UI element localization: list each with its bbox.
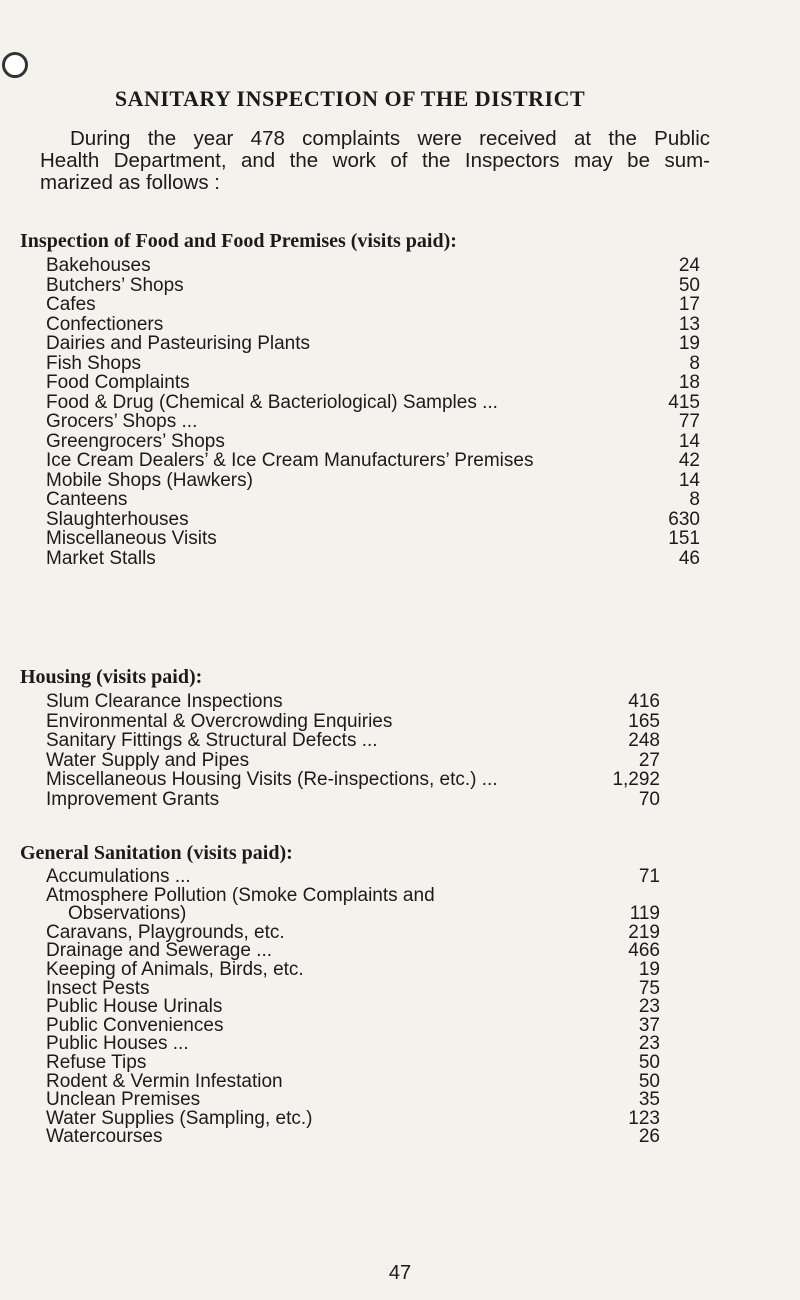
list-item xyxy=(20,961,700,980)
item-value: 416 xyxy=(628,691,660,712)
list-item xyxy=(20,334,700,354)
item-label: Rodent & Vermin Infestation xyxy=(46,1070,283,1092)
item-label: Water Supplies (Sampling, etc.) xyxy=(46,1107,313,1129)
list-item xyxy=(20,790,700,810)
item-label: Greengrocers’ Shops xyxy=(46,430,225,452)
item-value: 46 xyxy=(678,547,700,569)
section-rows xyxy=(20,690,700,811)
item-label: Market Stalls xyxy=(46,547,156,569)
item-value: 37 xyxy=(638,1014,660,1036)
item-label: Observations) xyxy=(68,903,187,925)
section-rows xyxy=(20,866,700,1149)
list-item xyxy=(20,549,700,569)
item-value: 219 xyxy=(628,921,660,943)
intro-line: During the year 478 complaints were received at the Public xyxy=(70,127,710,150)
item-value: 1,292 xyxy=(612,769,660,790)
item-label: Dairies and Pasteurising Plants xyxy=(46,333,311,354)
list-item xyxy=(20,471,700,491)
list-item xyxy=(20,354,700,374)
list-item xyxy=(20,510,700,530)
item-label: Confectioners xyxy=(46,313,164,335)
item-label: Public House Urinals xyxy=(46,996,223,1018)
item-label: Watercourses xyxy=(46,1126,163,1148)
item-label: Water Supply and Pipes xyxy=(46,749,250,771)
page-title: SANITARY INSPECTION OF THE DISTRICT xyxy=(114,86,586,111)
list-item xyxy=(20,770,700,790)
item-value: 35 xyxy=(638,1089,660,1111)
item-label: Food & Drug (Chemical & Bacteriological) Samples ... xyxy=(46,391,498,413)
item-value: 23 xyxy=(638,1033,660,1055)
list-item xyxy=(20,490,700,510)
item-label: Fish Shops xyxy=(46,352,142,374)
intro-paragraph xyxy=(40,128,710,194)
list-item xyxy=(20,868,700,887)
list-item xyxy=(20,432,700,452)
item-label: Environmental & Overcrowding Enquiries xyxy=(46,710,393,732)
list-item xyxy=(20,712,700,732)
item-value: 165 xyxy=(628,710,660,732)
item-label: Caravans, Playgrounds, etc. xyxy=(46,921,285,943)
list-item xyxy=(20,1091,700,1110)
item-label: Public Conveniences xyxy=(46,1014,224,1036)
item-label: Butchers’ Shops xyxy=(46,274,184,296)
item-label: Ice Cream Dealers’ & Ice Cream Manufacturers’ Premises xyxy=(46,450,534,471)
list-item xyxy=(20,731,700,751)
item-value: 14 xyxy=(678,469,700,491)
item-label: Mobile Shops (Hawkers) xyxy=(46,469,253,491)
item-value: 151 xyxy=(668,528,700,549)
item-label: Unclean Premises xyxy=(46,1089,201,1111)
item-label: Atmosphere Pollution (Smoke Complaints and xyxy=(46,884,435,906)
item-value: 119 xyxy=(629,903,660,925)
item-label: Keeping of Animals, Birds, etc. xyxy=(46,959,304,980)
item-label: Miscellaneous Visits xyxy=(46,528,217,549)
item-value: 18 xyxy=(678,372,700,393)
item-value: 466 xyxy=(628,940,660,962)
list-item xyxy=(20,393,700,413)
housing-section xyxy=(20,664,700,811)
item-label: Sanitary Fittings & Structural Defects ... xyxy=(46,730,378,751)
list-item xyxy=(20,1054,700,1073)
item-label: Improvement Grants xyxy=(46,788,220,810)
list-item xyxy=(20,692,700,712)
item-value: 75 xyxy=(638,977,660,999)
item-label: Bakehouses xyxy=(46,255,151,276)
list-item xyxy=(20,373,700,393)
item-label: Slum Clearance Inspections xyxy=(46,691,283,712)
item-value: 23 xyxy=(638,996,660,1018)
item-value: 13 xyxy=(678,313,700,335)
general-sanitation-section xyxy=(20,840,700,1149)
item-value: 19 xyxy=(678,333,700,354)
item-value: 24 xyxy=(678,255,700,276)
intro-text xyxy=(40,128,710,194)
intro-line: marized as follows : xyxy=(40,171,221,194)
item-value: 630 xyxy=(668,508,700,530)
section-heading: Inspection of Food and Food Premises (visits paid): xyxy=(20,230,457,252)
item-label: Public Houses ... xyxy=(46,1033,189,1055)
item-value: 17 xyxy=(678,294,700,315)
section-rows xyxy=(20,254,700,570)
page-number: 47 xyxy=(388,1262,412,1284)
item-value: 50 xyxy=(638,1052,660,1073)
item-value: 14 xyxy=(678,430,700,452)
item-value: 26 xyxy=(638,1126,660,1148)
item-value: 70 xyxy=(638,788,660,810)
punch-hole-mark xyxy=(2,52,28,78)
item-value: 50 xyxy=(678,274,700,296)
list-item xyxy=(20,529,700,549)
item-value: 77 xyxy=(678,411,700,432)
list-item xyxy=(20,451,700,471)
list-item xyxy=(20,998,700,1017)
food-premises-section xyxy=(20,228,700,570)
item-label: Cafes xyxy=(46,294,96,315)
list-item xyxy=(20,295,700,315)
list-item xyxy=(20,751,700,771)
item-label: Miscellaneous Housing Visits (Re-inspections, etc.) ... xyxy=(46,769,498,790)
item-label: Slaughterhouses xyxy=(46,508,189,530)
item-label: Food Complaints xyxy=(46,372,190,393)
item-value: 8 xyxy=(689,352,700,374)
item-value: 42 xyxy=(678,450,700,471)
item-label: Refuse Tips xyxy=(46,1052,147,1073)
list-item xyxy=(20,276,700,296)
item-label: Insect Pests xyxy=(46,977,150,999)
list-item xyxy=(20,412,700,432)
item-label: Drainage and Sewerage ... xyxy=(46,940,273,962)
item-value: 248 xyxy=(628,730,660,751)
item-value: 27 xyxy=(638,749,660,771)
item-label: Accumulations ... xyxy=(46,866,191,887)
list-item xyxy=(20,256,700,276)
item-value: 415 xyxy=(668,391,700,413)
item-label: Grocers’ Shops ... xyxy=(46,411,198,432)
item-value: 19 xyxy=(638,959,660,980)
section-heading: Housing (visits paid): xyxy=(20,666,203,688)
item-value: 71 xyxy=(638,866,660,887)
intro-line: Health Department, and the work of the Inspectors may be sum- xyxy=(40,149,710,172)
section-heading: General Sanitation (visits paid): xyxy=(20,842,293,864)
item-value: 123 xyxy=(628,1107,660,1129)
list-item xyxy=(20,905,700,924)
list-item xyxy=(20,315,700,335)
list-item xyxy=(20,1128,700,1147)
item-value: 8 xyxy=(689,489,700,510)
item-value: 50 xyxy=(638,1070,660,1092)
item-label: Canteens xyxy=(46,489,128,510)
